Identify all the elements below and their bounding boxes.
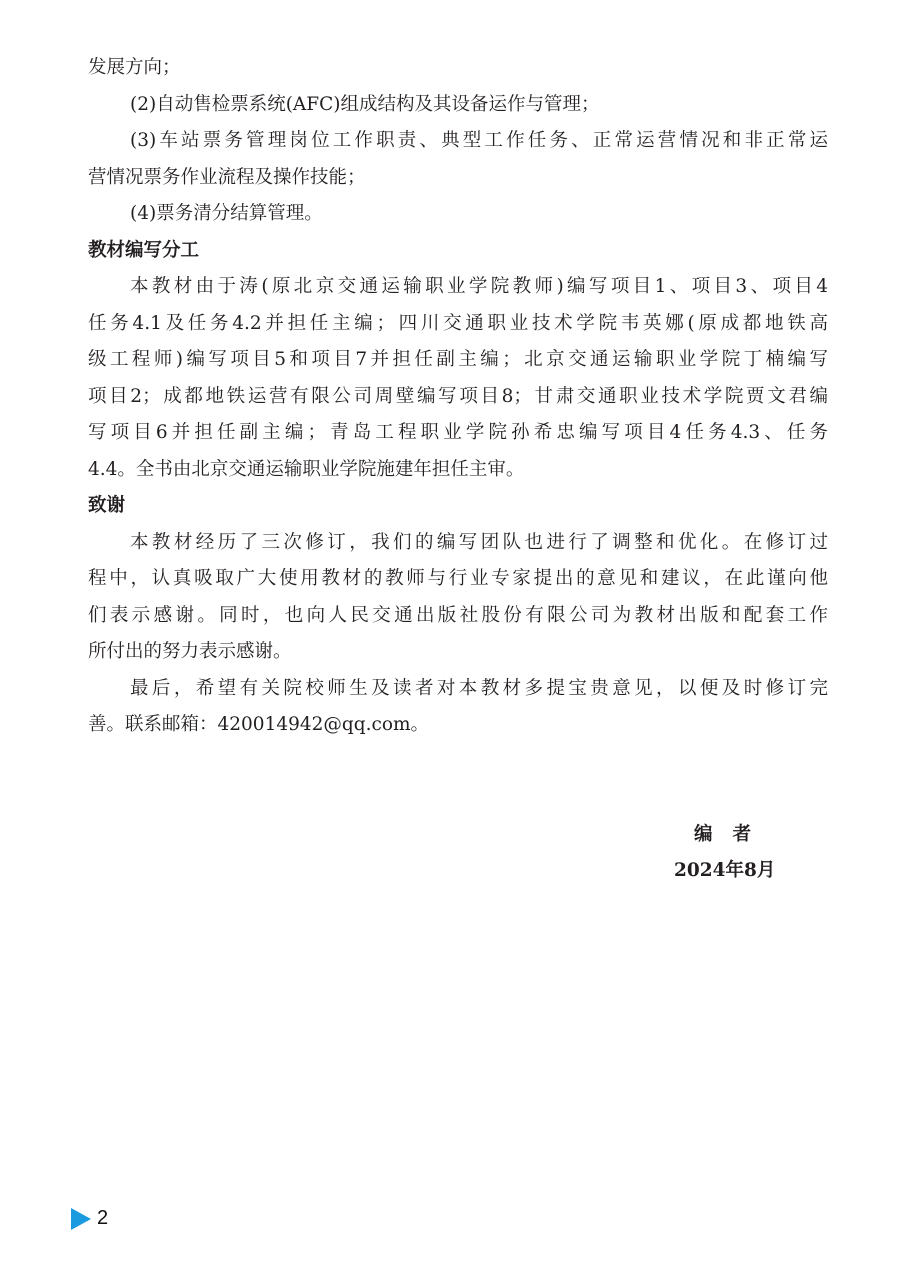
- authors-paragraph: [88, 269, 828, 488]
- text-line: 们表示感谢。同时，也向人民交通出版社股份有限公司为教材出版和配套工作: [88, 604, 828, 626]
- text-line: 最后，希望有关院校师生及读者对本教材多提宝贵意见，以便及时修订完: [130, 677, 828, 699]
- text-line: 4.4。全书由北京交通运输职业学院施建年担任主审。: [88, 458, 525, 480]
- section-heading-thanks: 致谢: [88, 495, 126, 516]
- text-line: 发展方向；: [88, 57, 181, 78]
- text-line: 善。联系邮箱：420014942@qq.com。: [88, 714, 430, 735]
- text-line: 任务4.1及任务4.2并担任主编；四川交通职业技术学院韦英娜(原成都地铁高: [88, 312, 828, 334]
- text-line: 营情况票务作业流程及操作技能；: [88, 166, 366, 188]
- section-heading-authors: 教材编写分工: [88, 239, 200, 261]
- intro-list: [88, 50, 828, 233]
- text-line: 级工程师)编写项目5和项目7并担任副主编；北京交通运输职业学院丁楠编写: [88, 349, 828, 370]
- text-line: 所付出的努力表示感谢。: [88, 641, 292, 662]
- text-line: (4)票务清分结算管理。: [130, 203, 323, 224]
- text-line: 程中，认真吸取广大使用教材的教师与行业专家提出的意见和建议，在此谨向他: [88, 568, 828, 589]
- text-line: 本教材经历了三次修订，我们的编写团队也进行了调整和优化。在修订过: [130, 531, 828, 553]
- signature-date: 2024年8月: [674, 860, 776, 881]
- signature-editor: 编者: [694, 824, 772, 845]
- text-line: 写项目6并担任副主编；青岛工程职业学院孙希忠编写项目4任务4.3、任务: [88, 422, 828, 443]
- text-line: 项目2；成都地铁运营有限公司周壁编写项目8；甘肃交通职业技术学院贾文君编: [88, 385, 828, 407]
- triangle-marker-icon: [71, 1208, 91, 1230]
- text-line: (2)自动售检票系统(AFC)组成结构及其设备运作与管理；: [130, 93, 600, 115]
- page-number: 2: [97, 1207, 109, 1229]
- text-line: 本教材由于涛(原北京交通运输职业学院教师)编写项目1、项目3、项目4: [130, 276, 828, 297]
- page-footer: [71, 1207, 108, 1230]
- thanks-paragraphs: [88, 525, 828, 744]
- text-line: (3)车站票务管理岗位工作职责、典型工作任务、正常运营情况和非正常运: [130, 130, 828, 151]
- document-body: [88, 50, 828, 744]
